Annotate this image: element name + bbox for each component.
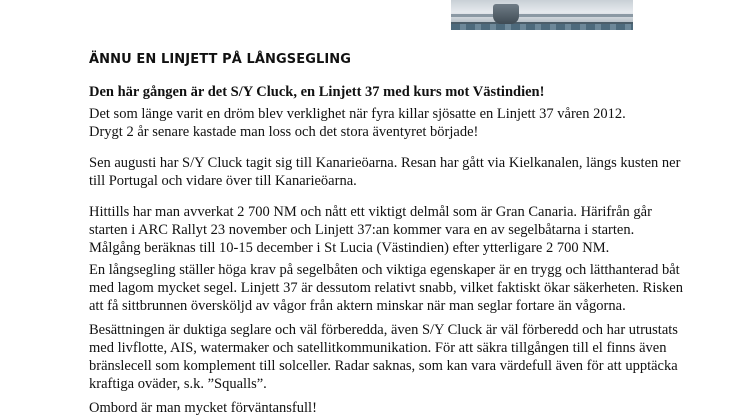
paragraph-1 bbox=[89, 105, 626, 141]
paragraph-line: kraftiga oväder, s.k. ”Squalls”. bbox=[89, 376, 267, 392]
water-surface bbox=[451, 24, 633, 30]
boat-rudder bbox=[493, 4, 519, 24]
paragraph-3 bbox=[89, 203, 652, 257]
paragraph-line: starten i ARC Rallyt 23 november och Linjett 37:an kommer vara en av segelbåtarna i starten. bbox=[89, 222, 635, 238]
paragraph-5 bbox=[89, 321, 678, 393]
paragraph-line: Det som länge varit en dröm blev verklighet när fyra killar sjösatte en Linjett 37 våren 2012. bbox=[89, 106, 626, 122]
paragraph-line: med livflotte, AIS, watermaker och satellitkommunikation. För att säkra tillgången till el finns även bbox=[89, 340, 667, 356]
hull-stripe bbox=[451, 14, 633, 17]
paragraph-line: Drygt 2 år senare kastade man loss och det stora äventyret började! bbox=[89, 124, 479, 140]
paragraph-line: Sen augusti har S/Y Cluck tagit sig till Kanarieöarna. Resan har gått via Kielkanalen, längs kusten ner bbox=[89, 155, 681, 171]
boat-hull bbox=[451, 0, 633, 24]
boat-photo bbox=[451, 0, 633, 30]
paragraph-line: Besättningen är duktiga seglare och väl förberedda, även S/Y Cluck är väl förberedd och har utrustats bbox=[89, 322, 678, 338]
paragraph-line: Ombord är man mycket förväntansfull! bbox=[89, 400, 317, 416]
paragraph-line: med lagom mycket segel. Linjett 37 är dessutom relativt snabb, vilket faktiskt ökar säkerheten. Risken bbox=[89, 280, 683, 296]
paragraph-line: Hittills har man avverkat 2 700 NM och nått ett viktigt delmål som är Gran Canaria. Härifrån går bbox=[89, 204, 652, 220]
paragraph-line: att få sittbrunnen översköljd av vågor från aktern minskar när man seglar fortare än vågorna. bbox=[89, 298, 626, 314]
paragraph-2 bbox=[89, 154, 680, 190]
paragraph-line: till Portugal och vidare över till Kanarieöarna. bbox=[89, 173, 357, 189]
paragraph-line: Målgång beräknas till 10-15 december i St Lucia (Västindien) efter ytterligare 2 700 NM. bbox=[89, 240, 610, 256]
paragraph-line: bränslecell som komplement till solceller. Radar saknas, som kan vara värdefull även för att upptäcka bbox=[89, 358, 678, 374]
paragraph-line: En långsegling ställer höga krav på segelbåten och viktiga egenskaper är en trygg och lätthanterad båt bbox=[89, 262, 680, 278]
article-lead: Den här gången är det S/Y Cluck, en Linjett 37 med kurs mot Västindien! bbox=[89, 84, 545, 100]
paragraph-4 bbox=[89, 261, 683, 315]
paragraph-6 bbox=[89, 399, 317, 417]
article-title: ÄNNU EN LINJETT PÅ LÅNGSEGLING bbox=[89, 52, 352, 67]
